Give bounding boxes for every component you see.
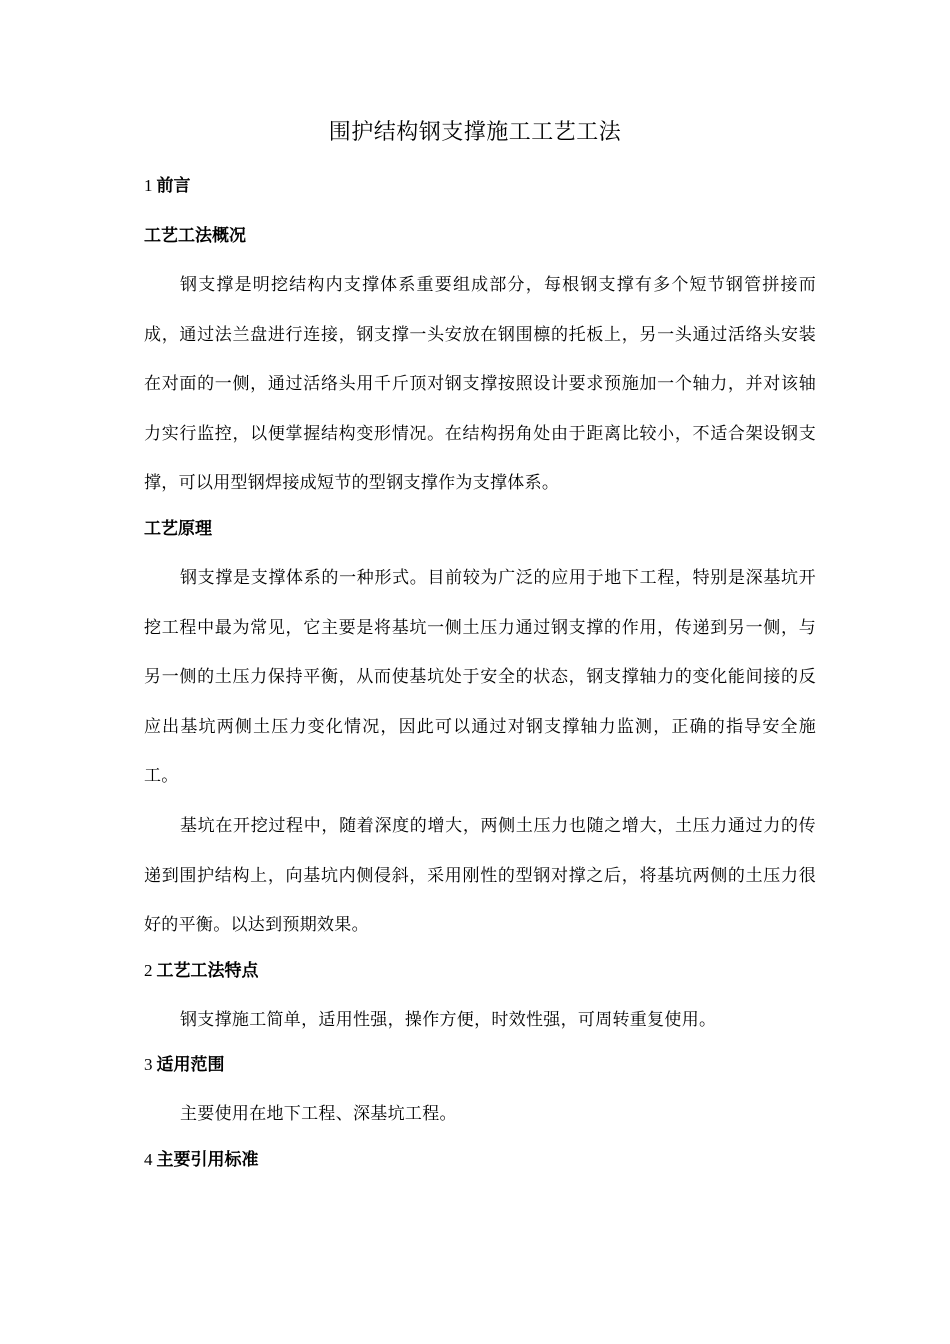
document-body [144, 170, 816, 1193]
section-title: 适用范围 [156, 1055, 225, 1076]
section-number: 4 [144, 1149, 153, 1169]
subsection-heading-principle [144, 513, 816, 545]
section-number: 3 [144, 1055, 153, 1075]
section-title: 工艺工法特点 [156, 960, 259, 981]
paragraph-features: 钢支撑施工简单，适用性强，操作方便，时效性强，可周转重复使用。 [180, 1009, 717, 1030]
paragraph-scope: 主要使用在地下工程、深基坑工程。 [180, 1104, 457, 1125]
subsection-title: 工艺原理 [144, 518, 212, 539]
subsection-title: 工艺工法概况 [144, 226, 246, 246]
paragraph-overview: 钢支撑是明挖结构内支撑体系重要组成部分，每根钢支撑有多个短节钢管拼接而成，通过法兰盘进行连接，钢支撑一头安放在钢围檩的托板上，另一头通过活络头安装在对面的一侧，通过活络头用千斤顶对钢支撑按照设计要求预施加一个轴力，并对该轴力实行监控，以便掌握结构变形情况。在结构拐角处由于距离比较小，不适合架设钢支撑，可以用型钢焊接成短节的型钢支撑作为支撑体系。 [144, 275, 816, 494]
section-heading-3 [144, 1049, 816, 1081]
document-title: 围护结构钢支撑施工工艺工法 [328, 120, 622, 145]
paragraph-principle-2: 基坑在开挖过程中，随着深度的增大，两侧土压力也随之增大，土压力通过力的传递到围护结构上，向基坑内侧侵斜，采用刚性的型钢对撑之后，将基坑两侧的土压力很好的平衡。以达到预期效果。 [144, 815, 816, 936]
section-number: 1 [144, 176, 153, 195]
section-heading-1 [144, 170, 816, 202]
section-title: 主要引用标准 [156, 1149, 259, 1170]
section-heading-4 [144, 1144, 816, 1176]
section-title: 前言 [156, 176, 191, 196]
section-heading-2 [144, 955, 816, 987]
subsection-heading-overview [144, 220, 816, 252]
paragraph-principle-1: 钢支撑是支撑体系的一种形式。目前较为广泛的应用于地下工程，特别是深基坑开挖工程中最为常见，它主要是将基坑一侧土压力通过钢支撑的作用，传递到另一侧，与另一侧的土压力保持平衡，从而使基坑处于安全的状态，钢支撑轴力的变化能间接的反应出基坑两侧土压力变化情况，因此可以通过对钢支撑轴力监测，正确的指导安全施工。 [144, 567, 816, 787]
section-number: 2 [144, 960, 153, 980]
